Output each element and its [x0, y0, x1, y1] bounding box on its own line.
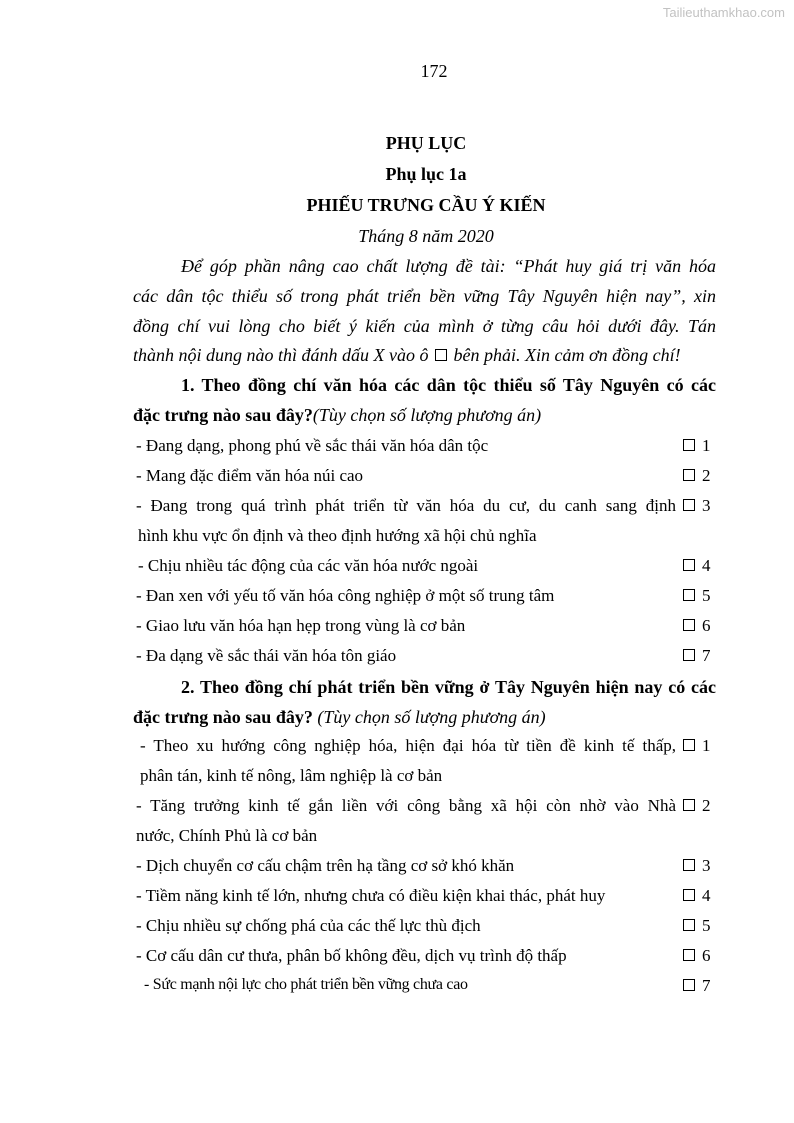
- option-checkbox[interactable]: [683, 916, 711, 936]
- intro-line-part: bên phải. Xin cảm ơn đồng chí!: [453, 345, 681, 365]
- option-text: - Giao lưu văn hóa hạn hẹp trong vùng là cơ bản: [136, 616, 466, 635]
- checkbox-icon: [683, 469, 695, 481]
- option-number: 4: [702, 886, 711, 905]
- option-number: 7: [702, 976, 711, 995]
- option-checkbox[interactable]: [683, 856, 711, 876]
- question-1-text: [133, 405, 541, 426]
- checkbox-icon: [683, 949, 695, 961]
- option-number: 1: [702, 436, 711, 455]
- option-number: 3: [702, 496, 711, 515]
- checkbox-icon: [683, 439, 695, 451]
- intro-line: các dân tộc thiểu số trong phát triển bền vững Tây Nguyên hiện nay”, xin: [133, 286, 716, 306]
- option-text: - Tiềm năng kinh tế lớn, nhưng chưa có điều kiện khai thác, phát huy: [136, 886, 606, 905]
- option-text: - Đang dạng, phong phú về sắc thái văn hóa dân tộc: [136, 436, 489, 455]
- question-2-text-cont: đặc trưng nào sau đây?: [133, 707, 313, 727]
- survey-date: Tháng 8 năm 2020: [358, 226, 494, 246]
- intro-line: đồng chí vui lòng cho biết ý kiến của mình ở từng câu hỏi dưới đây. Tán: [133, 316, 716, 336]
- option-text: - Chịu nhiều sự chống phá của các thế lực thù địch: [136, 916, 481, 935]
- checkbox-icon: [683, 889, 695, 901]
- option-text: - Đan xen với yếu tố văn hóa công nghiệp ở một số trung tâm: [136, 586, 555, 605]
- checkbox-icon: [683, 799, 695, 811]
- watermark-text: Tailieuthamkhao.com: [662, 5, 785, 20]
- intro-line: [133, 345, 716, 366]
- option-checkbox[interactable]: [683, 496, 711, 516]
- option-checkbox[interactable]: [683, 796, 711, 816]
- checkbox-icon: [683, 739, 695, 751]
- option-checkbox[interactable]: [683, 616, 711, 636]
- option-text: - Đa dạng về sắc thái văn hóa tôn giáo: [136, 646, 397, 665]
- option-checkbox[interactable]: [683, 436, 711, 456]
- checkbox-icon: [683, 589, 695, 601]
- checkbox-icon: [683, 979, 695, 991]
- intro-line: Để góp phần nâng cao chất lượng đề tài: “Phát huy giá trị văn hóa: [181, 256, 716, 276]
- option-checkbox[interactable]: [683, 586, 711, 606]
- question-2-note: (Tùy chọn số lượng phương án): [312, 707, 546, 727]
- checkbox-icon: [683, 919, 695, 931]
- option-checkbox[interactable]: [683, 946, 711, 966]
- option-text: - Dịch chuyển cơ cấu chậm trên hạ tầng cơ sở khó khăn: [136, 856, 515, 875]
- option-number: 2: [702, 796, 711, 815]
- option-number: 3: [702, 856, 711, 875]
- option-number: 5: [702, 916, 711, 935]
- checkbox-icon: [683, 619, 695, 631]
- question-2-text: [133, 707, 546, 728]
- checkbox-example-icon: [435, 349, 447, 361]
- question-1-text: 1. Theo đồng chí văn hóa các dân tộc thiểu số Tây Nguyên có các: [181, 375, 716, 395]
- appendix-subtitle: Phụ lục 1a: [385, 164, 467, 184]
- option-text: - Mang đặc điểm văn hóa núi cao: [136, 466, 364, 485]
- option-number: 5: [702, 586, 711, 605]
- option-checkbox[interactable]: [683, 556, 711, 576]
- form-title: PHIẾU TRƯNG CẦU Ý KIẾN: [306, 195, 546, 215]
- option-text-cont: phân tán, kinh tế nông, lâm nghiệp là cơ bản: [140, 766, 443, 785]
- option-number: 7: [702, 646, 711, 665]
- question-2-text: 2. Theo đồng chí phát triển bền vững ở Tây Nguyên hiện nay có các: [181, 677, 716, 697]
- question-1-text-cont: đặc trưng nào sau đây?: [133, 405, 313, 425]
- option-number: 4: [702, 556, 711, 575]
- intro-line-part: thành nội dung nào thì đánh dấu X vào ô: [133, 345, 429, 365]
- option-checkbox[interactable]: [683, 886, 711, 906]
- option-text: - Chịu nhiều tác động của các văn hóa nước ngoài: [138, 556, 479, 575]
- option-checkbox[interactable]: [683, 736, 711, 756]
- option-text: - Cơ cấu dân cư thưa, phân bố không đều, dịch vụ trình độ thấp: [136, 946, 567, 965]
- option-text-cont: nước, Chính Phủ là cơ bản: [136, 826, 318, 845]
- option-number: 2: [702, 466, 711, 485]
- page-number: 172: [420, 61, 448, 81]
- option-text: - Sức mạnh nội lực cho phát triển bền vững chưa cao: [144, 976, 468, 993]
- checkbox-icon: [683, 499, 695, 511]
- option-text: - Đang trong quá trình phát triển từ văn hóa du cư, du canh sang định: [136, 496, 676, 515]
- option-number: 1: [702, 736, 711, 755]
- checkbox-icon: [683, 559, 695, 571]
- option-number: 6: [702, 616, 711, 635]
- option-checkbox[interactable]: [683, 976, 711, 996]
- checkbox-icon: [683, 859, 695, 871]
- option-text-cont: hình khu vực ổn định và theo định hướng xã hội chủ nghĩa: [138, 526, 537, 545]
- option-text: - Tăng trưởng kinh tế gắn liền với công bằng xã hội còn nhờ vào Nhà: [136, 796, 676, 815]
- option-checkbox[interactable]: [683, 646, 711, 666]
- checkbox-icon: [683, 649, 695, 661]
- appendix-title: PHỤ LỤC: [385, 133, 467, 153]
- option-text: - Theo xu hướng công nghiệp hóa, hiện đại hóa từ tiền đề kinh tế thấp,: [140, 736, 676, 755]
- option-number: 6: [702, 946, 711, 965]
- option-checkbox[interactable]: [683, 466, 711, 486]
- question-1-note: (Tùy chọn số lượng phương án): [312, 405, 542, 425]
